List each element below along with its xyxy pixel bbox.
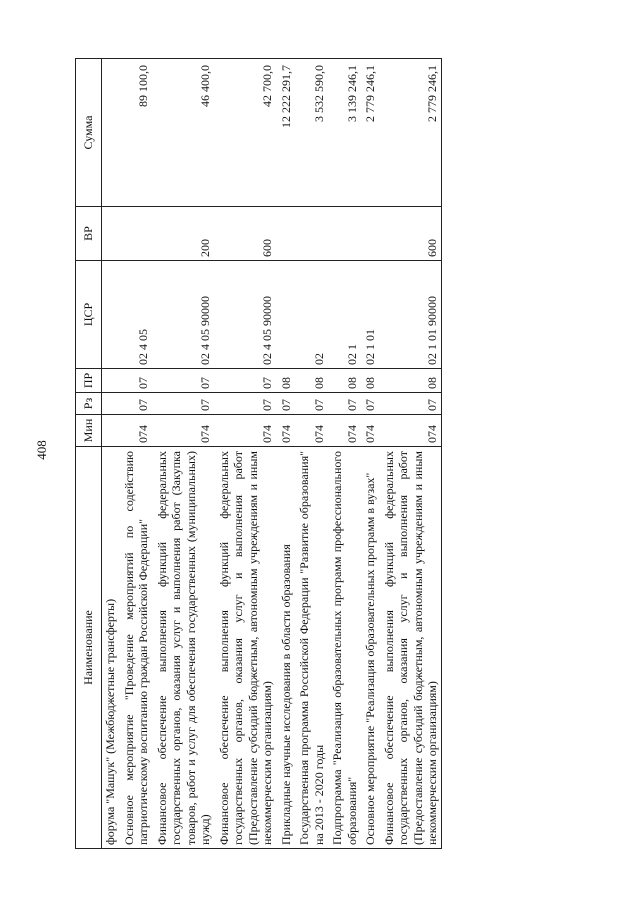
page-number: 408 bbox=[34, 440, 49, 460]
row-rz: 07 bbox=[294, 393, 327, 415]
row-rz: 07 bbox=[360, 393, 379, 415]
table-row bbox=[102, 59, 119, 849]
row-sum: 2 779 246,1 bbox=[360, 59, 379, 207]
row-name: Финансовое обеспечение выполнения функций федеральных государственных органов, оказания услуг и выполнения работ (Предоставление субсидий бюджетным, автономным учреждениям и иным некоммерческим организациям) bbox=[214, 447, 276, 849]
row-vr bbox=[360, 207, 379, 261]
row-rz: 07 bbox=[152, 393, 214, 415]
row-name: Финансовое обеспечение выполнения функций федеральных государственных органов, оказания услуг и выполнения работ (Закупка товаров, работ и услуг для обеспечения государственных (муниципальных) нужд) bbox=[152, 447, 214, 849]
header-pr: ПР bbox=[76, 369, 102, 393]
row-pr: 07 bbox=[119, 369, 152, 393]
row-pr: 07 bbox=[152, 369, 214, 393]
row-csr: 02 1 01 bbox=[360, 261, 379, 369]
row-pr: 08 bbox=[276, 369, 295, 393]
row-vr bbox=[119, 207, 152, 261]
table-row bbox=[214, 59, 276, 849]
row-name: Подпрограмма "Реализация образовательных программ профессионального образования" bbox=[327, 447, 360, 849]
row-sum: 89 100,0 bbox=[119, 59, 152, 207]
row-sum: 12 222 291,7 bbox=[276, 59, 295, 207]
header-rz: Рз bbox=[76, 393, 102, 415]
row-rz: 07 bbox=[214, 393, 276, 415]
row-min: 074 bbox=[276, 415, 295, 447]
row-min: 074 bbox=[360, 415, 379, 447]
row-name: Основное мероприятие "Проведение мероприятий по содействию патриотическому воспитанию граждан Российской Федерации" bbox=[119, 447, 152, 849]
row-sum: 3 532 590,0 bbox=[294, 59, 327, 207]
table-row bbox=[294, 59, 327, 849]
row-csr: 02 4 05 90000 bbox=[214, 261, 276, 369]
table-header bbox=[76, 59, 102, 849]
row-vr: 600 bbox=[379, 207, 442, 261]
row-vr bbox=[294, 207, 327, 261]
table-row bbox=[360, 59, 379, 849]
header-sum: Сумма bbox=[76, 59, 102, 207]
budget-table bbox=[75, 58, 442, 849]
row-vr: 200 bbox=[152, 207, 214, 261]
row-vr bbox=[327, 207, 360, 261]
row-sum bbox=[102, 59, 119, 207]
row-rz: 07 bbox=[276, 393, 295, 415]
row-rz: 07 bbox=[119, 393, 152, 415]
header-vr: ВР bbox=[76, 207, 102, 261]
header-row bbox=[76, 59, 102, 849]
row-csr: 02 1 bbox=[327, 261, 360, 369]
row-pr: 08 bbox=[294, 369, 327, 393]
row-pr: 07 bbox=[214, 369, 276, 393]
row-sum: 46 400,0 bbox=[152, 59, 214, 207]
row-pr: 08 bbox=[360, 369, 379, 393]
row-sum: 2 779 246,1 bbox=[379, 59, 442, 207]
row-sum: 42 700,0 bbox=[214, 59, 276, 207]
row-vr: 600 bbox=[214, 207, 276, 261]
table-row bbox=[152, 59, 214, 849]
row-csr: 02 4 05 90000 bbox=[152, 261, 214, 369]
row-rz: 07 bbox=[327, 393, 360, 415]
row-min: 074 bbox=[327, 415, 360, 447]
row-min: 074 bbox=[119, 415, 152, 447]
header-csr: ЦСР bbox=[76, 261, 102, 369]
row-min: 074 bbox=[294, 415, 327, 447]
row-min bbox=[102, 415, 119, 447]
row-min: 074 bbox=[379, 415, 442, 447]
table-row bbox=[327, 59, 360, 849]
row-csr bbox=[102, 261, 119, 369]
row-min: 074 bbox=[152, 415, 214, 447]
row-sum: 3 139 246,1 bbox=[327, 59, 360, 207]
row-csr: 02 1 01 90000 bbox=[379, 261, 442, 369]
row-name: Государственная программа Российской Федерации "Развитие образования" на 2013 - 2020 годы bbox=[294, 447, 327, 849]
header-name: Наименование bbox=[76, 447, 102, 849]
row-name: форума "Машук" (Межбюджетные трансферты) bbox=[102, 447, 119, 849]
row-min: 074 bbox=[214, 415, 276, 447]
header-min: Мин bbox=[76, 415, 102, 447]
row-vr bbox=[102, 207, 119, 261]
table-row bbox=[119, 59, 152, 849]
row-vr bbox=[276, 207, 295, 261]
row-rz bbox=[102, 393, 119, 415]
rotated-page-content bbox=[75, 59, 595, 849]
row-csr: 02 bbox=[294, 261, 327, 369]
row-csr: 02 4 05 bbox=[119, 261, 152, 369]
row-csr bbox=[276, 261, 295, 369]
row-name: Финансовое обеспечение выполнения функций федеральных государственных органов, оказания услуг и выполнения работ (Предоставление субсидий бюджетным, автономным учреждениям и иным некоммерческим организациям) bbox=[379, 447, 442, 849]
row-name: Основное мероприятие "Реализация образовательных программ в вузах" bbox=[360, 447, 379, 849]
row-rz: 07 bbox=[379, 393, 442, 415]
row-pr bbox=[102, 369, 119, 393]
row-pr: 08 bbox=[379, 369, 442, 393]
table-body bbox=[102, 59, 442, 849]
table-row bbox=[379, 59, 442, 849]
row-name: Прикладные научные исследования в области образования bbox=[276, 447, 295, 849]
row-pr: 08 bbox=[327, 369, 360, 393]
table-row bbox=[276, 59, 295, 849]
